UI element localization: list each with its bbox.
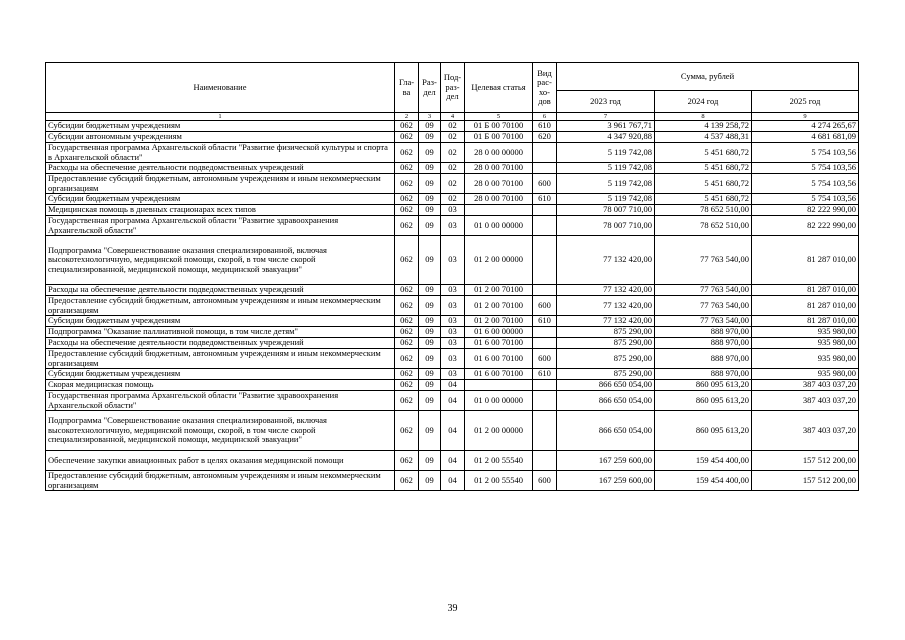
column-number: 9 [752,113,859,121]
row-article: 01 6 00 00000 [465,327,533,338]
row-razdel: 09 [419,236,441,285]
row-sum-2025: 387 403 037,20 [752,380,859,391]
row-article: 01 Б 00 70100 [465,132,533,143]
header-vid: Вид рас-хо-дов [533,63,557,113]
row-sum-2023: 5 119 742,08 [557,194,655,205]
row-glava: 062 [395,338,419,349]
row-razdel: 09 [419,471,441,491]
row-article: 01 6 00 70100 [465,338,533,349]
column-number: 6 [533,113,557,121]
table-row [46,296,859,316]
row-sum-2025: 935 980,00 [752,349,859,369]
row-razdel: 09 [419,194,441,205]
row-name: Предоставление субсидий бюджетным, автономным учреждениям и иным некоммерческим организациям [46,174,395,194]
table-row [46,236,859,285]
row-article [465,205,533,216]
row-name: Субсидии автономным учреждениям [46,132,395,143]
table-row [46,471,859,491]
row-razdel: 09 [419,411,441,451]
header-article: Целевая статья [465,63,533,113]
row-podrazdel: 03 [441,316,465,327]
row-name: Подпрограмма "Совершенствование оказания специализированной, включая высокотехнологичную, медицинской помощи, скорой, в том числе скорой специализированной, медицинской помощи, медицинской эвакуации" [46,411,395,451]
row-name: Субсидии бюджетным учреждениям [46,121,395,132]
row-razdel: 09 [419,121,441,132]
row-vid: 610 [533,316,557,327]
table-row [46,216,859,236]
row-razdel: 09 [419,380,441,391]
table-row [46,327,859,338]
row-sum-2025: 935 980,00 [752,338,859,349]
table-row [46,132,859,143]
column-number: 8 [655,113,752,121]
row-sum-2023: 875 290,00 [557,349,655,369]
row-vid [533,236,557,285]
row-article: 01 2 00 00000 [465,236,533,285]
column-number: 1 [46,113,395,121]
column-number: 5 [465,113,533,121]
row-sum-2024: 888 970,00 [655,349,752,369]
header-glava: Гла-ва [395,63,419,113]
row-sum-2025: 81 287 010,00 [752,236,859,285]
row-glava: 062 [395,163,419,174]
row-razdel: 09 [419,369,441,380]
row-razdel: 09 [419,163,441,174]
row-article: 01 2 00 70100 [465,296,533,316]
row-sum-2025: 81 287 010,00 [752,285,859,296]
row-razdel: 09 [419,327,441,338]
table-row [46,349,859,369]
row-article: 28 0 00 70100 [465,194,533,205]
header-podrazdel: Под-раз-дел [441,63,465,113]
table-row [46,411,859,451]
row-podrazdel: 03 [441,349,465,369]
row-name: Медицинская помощь в дневных стационарах всех типов [46,205,395,216]
row-vid [533,391,557,411]
column-number: 4 [441,113,465,121]
row-article: 01 2 00 00000 [465,411,533,451]
budget-table [45,62,859,491]
row-sum-2023: 77 132 420,00 [557,316,655,327]
row-sum-2024: 159 454 400,00 [655,451,752,471]
row-vid [533,205,557,216]
row-glava: 062 [395,121,419,132]
row-sum-2024: 888 970,00 [655,327,752,338]
row-podrazdel: 04 [441,471,465,491]
table-row [46,338,859,349]
row-sum-2025: 82 222 990,00 [752,205,859,216]
row-podrazdel: 03 [441,285,465,296]
row-vid: 600 [533,349,557,369]
row-sum-2024: 78 652 510,00 [655,205,752,216]
row-name: Обеспечение закупки авиационных работ в целях оказания медицинской помощи [46,451,395,471]
row-article: 01 6 00 70100 [465,349,533,369]
row-vid [533,411,557,451]
row-podrazdel: 04 [441,451,465,471]
row-glava: 062 [395,216,419,236]
row-sum-2025: 5 754 103,56 [752,163,859,174]
row-sum-2023: 866 650 054,00 [557,391,655,411]
row-vid: 600 [533,174,557,194]
row-sum-2024: 4 537 488,31 [655,132,752,143]
row-sum-2023: 5 119 742,08 [557,174,655,194]
row-sum-2025: 81 287 010,00 [752,316,859,327]
row-razdel: 09 [419,391,441,411]
row-sum-2023: 866 650 054,00 [557,411,655,451]
row-razdel: 09 [419,174,441,194]
row-razdel: 09 [419,285,441,296]
row-podrazdel: 04 [441,411,465,451]
row-sum-2025: 5 754 103,56 [752,143,859,163]
row-podrazdel: 03 [441,205,465,216]
row-razdel: 09 [419,205,441,216]
row-article: 01 0 00 00000 [465,391,533,411]
row-article: 01 6 00 70100 [465,369,533,380]
row-glava: 062 [395,285,419,296]
row-vid [533,338,557,349]
row-razdel: 09 [419,296,441,316]
row-podrazdel: 02 [441,174,465,194]
row-name: Расходы на обеспечение деятельности подведомственных учреждений [46,163,395,174]
row-glava: 062 [395,471,419,491]
column-number: 2 [395,113,419,121]
row-sum-2024: 860 095 613,20 [655,380,752,391]
table-row [46,285,859,296]
row-sum-2025: 5 754 103,56 [752,194,859,205]
row-sum-2024: 888 970,00 [655,369,752,380]
table-row [46,316,859,327]
row-sum-2025: 935 980,00 [752,369,859,380]
row-glava: 062 [395,194,419,205]
row-podrazdel: 02 [441,132,465,143]
row-name: Субсидии бюджетным учреждениям [46,316,395,327]
row-article: 28 0 00 00000 [465,143,533,163]
row-podrazdel: 02 [441,143,465,163]
row-name: Субсидии бюджетным учреждениям [46,369,395,380]
row-glava: 062 [395,132,419,143]
row-vid [533,327,557,338]
table-row [46,391,859,411]
row-sum-2023: 77 132 420,00 [557,285,655,296]
row-sum-2024: 77 763 540,00 [655,236,752,285]
row-sum-2023: 866 650 054,00 [557,380,655,391]
row-sum-2025: 387 403 037,20 [752,391,859,411]
table-row [46,163,859,174]
header-year-2025: 2025 год [752,91,859,113]
row-podrazdel: 04 [441,380,465,391]
row-sum-2024: 78 652 510,00 [655,216,752,236]
row-name: Предоставление субсидий бюджетным, автономным учреждениям и иным некоммерческим организациям [46,471,395,491]
row-name: Предоставление субсидий бюджетным, автономным учреждениям и иным некоммерческим организациям [46,296,395,316]
row-name: Государственная программа Архангельской области "Развитие здравоохранения Архангельской области" [46,391,395,411]
column-number: 7 [557,113,655,121]
row-vid: 610 [533,121,557,132]
row-sum-2025: 5 754 103,56 [752,174,859,194]
row-glava: 062 [395,349,419,369]
row-sum-2024: 860 095 613,20 [655,391,752,411]
row-sum-2024: 860 095 613,20 [655,411,752,451]
row-sum-2024: 5 451 680,72 [655,143,752,163]
row-article: 28 0 00 70100 [465,163,533,174]
row-name: Предоставление субсидий бюджетным, автономным учреждениям и иным некоммерческим организациям [46,349,395,369]
row-name: Субсидии бюджетным учреждениям [46,194,395,205]
row-vid: 610 [533,194,557,205]
row-name: Расходы на обеспечение деятельности подведомственных учреждений [46,285,395,296]
row-vid: 600 [533,471,557,491]
row-vid [533,380,557,391]
row-sum-2024: 5 451 680,72 [655,174,752,194]
row-sum-2025: 387 403 037,20 [752,411,859,451]
row-razdel: 09 [419,216,441,236]
row-name: Подпрограмма "Оказание паллиативной помощи, в том числе детям" [46,327,395,338]
row-vid: 610 [533,369,557,380]
row-vid [533,285,557,296]
table-row [46,143,859,163]
row-sum-2024: 77 763 540,00 [655,285,752,296]
table-row [46,174,859,194]
row-sum-2023: 77 132 420,00 [557,296,655,316]
row-sum-2024: 4 139 258,72 [655,121,752,132]
row-sum-2024: 5 451 680,72 [655,194,752,205]
row-glava: 062 [395,327,419,338]
row-podrazdel: 02 [441,163,465,174]
row-podrazdel: 03 [441,338,465,349]
row-sum-2024: 77 763 540,00 [655,316,752,327]
header-name: Наименование [46,63,395,113]
row-glava: 062 [395,296,419,316]
row-glava: 062 [395,205,419,216]
row-podrazdel: 02 [441,194,465,205]
row-razdel: 09 [419,316,441,327]
row-sum-2023: 875 290,00 [557,338,655,349]
row-sum-2023: 167 259 600,00 [557,451,655,471]
row-sum-2023: 78 007 710,00 [557,205,655,216]
row-vid [533,163,557,174]
row-vid: 620 [533,132,557,143]
row-glava: 062 [395,391,419,411]
row-article: 01 2 00 70100 [465,285,533,296]
column-number: 3 [419,113,441,121]
table-row [46,205,859,216]
row-sum-2023: 3 961 767,71 [557,121,655,132]
header-razdel: Раз-дел [419,63,441,113]
row-podrazdel: 03 [441,327,465,338]
row-sum-2024: 77 763 540,00 [655,296,752,316]
row-glava: 062 [395,451,419,471]
page-number: 39 [447,603,458,614]
row-podrazdel: 03 [441,236,465,285]
row-razdel: 09 [419,338,441,349]
row-sum-2023: 167 259 600,00 [557,471,655,491]
row-glava: 062 [395,316,419,327]
row-article [465,380,533,391]
row-sum-2025: 935 980,00 [752,327,859,338]
row-glava: 062 [395,236,419,285]
row-vid: 600 [533,296,557,316]
row-name: Государственная программа Архангельской области "Развитие здравоохранения Архангельской области" [46,216,395,236]
row-article: 01 Б 00 70100 [465,121,533,132]
row-sum-2023: 77 132 420,00 [557,236,655,285]
row-sum-2025: 157 512 200,00 [752,451,859,471]
row-sum-2023: 875 290,00 [557,327,655,338]
row-vid [533,143,557,163]
row-sum-2025: 4 274 265,67 [752,121,859,132]
row-sum-2025: 4 681 681,09 [752,132,859,143]
row-sum-2025: 81 287 010,00 [752,296,859,316]
row-sum-2023: 875 290,00 [557,369,655,380]
row-razdel: 09 [419,349,441,369]
row-article: 01 2 00 55540 [465,471,533,491]
row-sum-2025: 82 222 990,00 [752,216,859,236]
header-sum: Сумма, рублей [557,63,859,91]
table-row [46,369,859,380]
row-vid [533,216,557,236]
row-podrazdel: 03 [441,296,465,316]
row-name: Государственная программа Архангельской области "Развитие физической культуры и спорта в Архангельской области" [46,143,395,163]
row-vid [533,451,557,471]
row-sum-2023: 78 007 710,00 [557,216,655,236]
header-year-2024: 2024 год [655,91,752,113]
row-podrazdel: 04 [441,391,465,411]
row-podrazdel: 03 [441,216,465,236]
row-razdel: 09 [419,132,441,143]
table-row [46,194,859,205]
row-sum-2025: 157 512 200,00 [752,471,859,491]
row-glava: 062 [395,369,419,380]
row-razdel: 09 [419,451,441,471]
row-podrazdel: 02 [441,121,465,132]
row-article: 28 0 00 70100 [465,174,533,194]
row-sum-2024: 159 454 400,00 [655,471,752,491]
row-glava: 062 [395,380,419,391]
row-sum-2023: 5 119 742,08 [557,163,655,174]
row-name: Подпрограмма "Совершенствование оказания специализированной, включая высокотехнологичную, медицинской помощи, скорой, в том числе скорой специализированной, медицинской помощи, медицинской эвакуации" [46,236,395,285]
table-row [46,451,859,471]
row-podrazdel: 03 [441,369,465,380]
row-glava: 062 [395,174,419,194]
table-row [46,121,859,132]
row-article: 01 2 00 70100 [465,316,533,327]
row-name: Скорая медицинская помощь [46,380,395,391]
header-year-2023: 2023 год [557,91,655,113]
row-sum-2024: 888 970,00 [655,338,752,349]
table-row [46,380,859,391]
row-sum-2023: 5 119 742,08 [557,143,655,163]
row-glava: 062 [395,143,419,163]
row-glava: 062 [395,411,419,451]
row-article: 01 0 00 00000 [465,216,533,236]
row-name: Расходы на обеспечение деятельности подведомственных учреждений [46,338,395,349]
row-sum-2023: 4 347 920,88 [557,132,655,143]
row-sum-2024: 5 451 680,72 [655,163,752,174]
row-razdel: 09 [419,143,441,163]
row-article: 01 2 00 55540 [465,451,533,471]
